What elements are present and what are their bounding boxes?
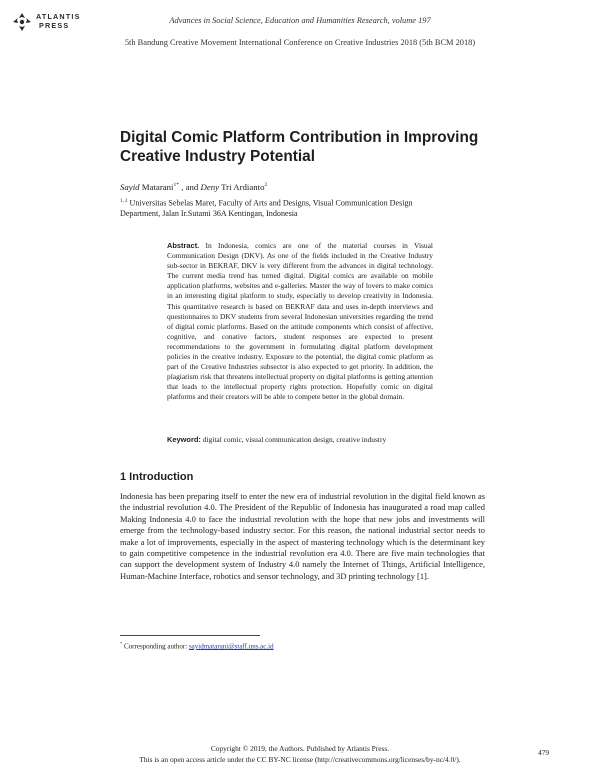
author2-first-name: Deny: [200, 182, 220, 192]
author-separator: , and: [179, 182, 201, 192]
affiliation-marker: 1, 2: [120, 199, 128, 204]
keywords-line: [167, 435, 437, 444]
publisher-logo-line1: ATLANTIS: [36, 12, 81, 21]
journal-header: Advances in Social Science, Education and Humanities Research, volume 197: [169, 16, 431, 25]
author1-marker: 1*: [173, 182, 179, 189]
author1-first-name: Sayid: [120, 182, 140, 192]
publisher-logo: [12, 10, 102, 40]
keywords-text: digital comic, visual communication design, creative industry: [200, 435, 387, 444]
author-line: [120, 182, 267, 192]
license-line: This is an open access article under the CC BY-NC license (http://creativecommons.org/licenses/by-nc/4.0/).: [139, 755, 461, 764]
abstract-block: [167, 241, 433, 403]
affiliation: [120, 197, 450, 220]
corresponding-author-email-link[interactable]: sayidmatarani@staff.uns.ac.id: [188, 642, 274, 651]
page-number: 479: [538, 748, 550, 757]
publisher-logo-line2: PRESS: [39, 21, 70, 30]
abstract-text: In Indonesia, comics are one of the material courses in Visual Communication Design (DKV). As one of the fields included in the Creative Industry sub-sector in BEKRAF, DKV is very different from the advances in digital technology. The current media trend has turned digital. Digital comics are available on mobile application platforms, websites and e-galleries. Master the way of lovers to make comics in an interesting digital platform to study, especially to develop creativity in Indonesia. This quantitative research is based on BEKRAF data and uses in-depth interviews and questionnaires to DKV students from several Indonesian universities regarding the trend of digital comic platforms. Based on the attitude components which consist of affective, cognitive, and conative factors, student responses are expected to present recommendations to the government in formulating digital platform development policies in the creative industry. Exposure to the potential, the digital comic platform as part of the Creative Industries subsector is also expected to get priority. In addition, the plagiarism risk that threatens intellectual property on digital platforms is getting attention that leads to the intellectual property rights protection. Hopefully comic on digital platforms and their creators will be able to compete better in the global domain.: [167, 241, 433, 402]
paper-title: Digital Comic Platform Contribution in Improving Creative Industry Potential: [120, 129, 479, 165]
introduction-paragraph: Indonesia has been preparing itself to enter the new era of industrial revolution in the digital field known as the industrial revolution 4.0. The President of the Republic of Indonesia has inaugurated a road map called Making Indonesia 4.0 to face the industrial revolution with the hope that new jobs and investments will emerge from the technology-based industry sector. For this reason, the national industrial sector needs to make a lot of improvements, especially in the aspect of mastering technology which is the determinant key to gain competitive competence in the industrial revolution era 4.0. There are five main technologies that can support the development system of Industry 4.0 namely the Internet of Things, Artificial Intelligence, Human-Machine Interface, robotics and sensor technology, and 3D printing technology [1].: [120, 491, 485, 581]
copyright-line: Copyright © 2019, the Authors. Published by Atlantis Press.: [210, 744, 390, 753]
conference-header: 5th Bandung Creative Movement International Conference on Creative Industries 2018 (5th BCM 2018): [124, 38, 476, 47]
affiliation-text: Universitas Sebelas Maret, Faculty of Arts and Designs, Visual Communication Design Department, Jalan Ir.Sutami 36A Kentingan, Indonesia: [120, 198, 413, 219]
author2-marker: 2: [264, 182, 268, 189]
keywords-label: Keyword:: [167, 435, 201, 444]
author2-last-name: Tri Ardianto: [219, 182, 265, 192]
footnote-marker: *: [120, 641, 123, 646]
footnote-divider: [120, 635, 260, 636]
footnote-label: Corresponding author:: [122, 642, 189, 651]
section-heading-introduction: 1 Introduction: [120, 471, 194, 483]
author1-last-name: Matarani: [139, 182, 174, 192]
abstract-label: Abstract.: [167, 241, 200, 250]
footnote: [120, 641, 274, 650]
